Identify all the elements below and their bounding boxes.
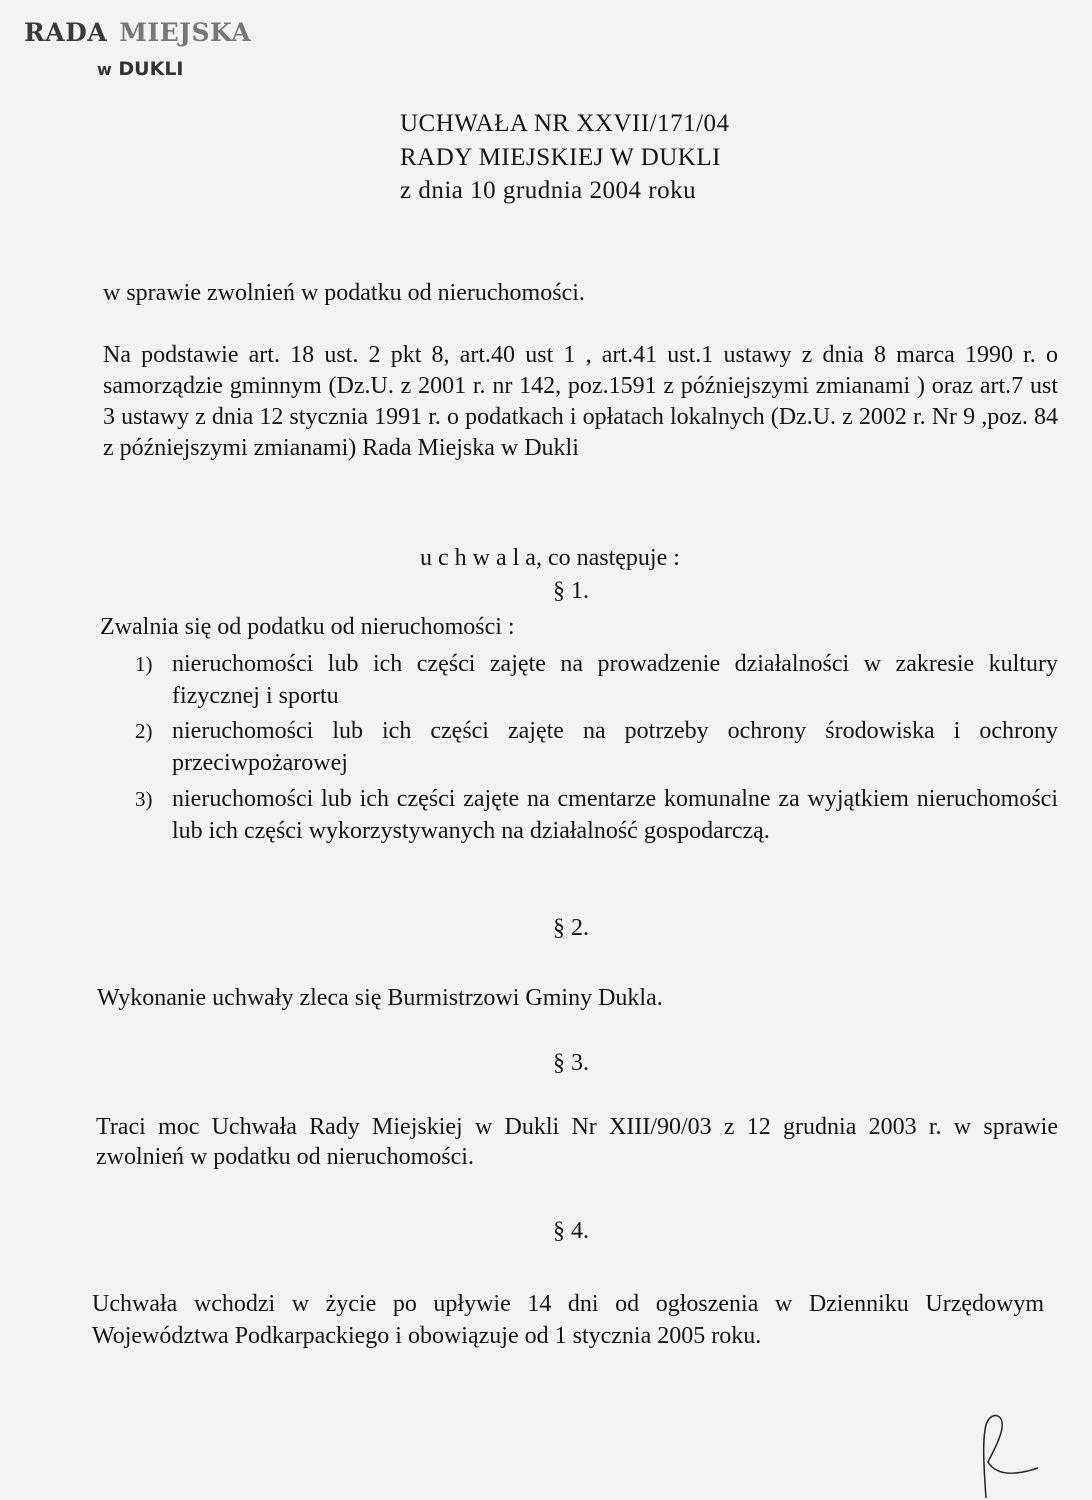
section-2-mark: § 2. (553, 915, 589, 941)
section-1-mark: § 1. (553, 578, 589, 604)
stamp-rada: RADA (24, 18, 108, 47)
council-name: RADY MIEJSKIEJ W DUKLI (400, 144, 721, 171)
section-2-text: Wykonanie uchwały zleca się Burmistrzowi Gminy Dukla. (97, 985, 663, 1011)
signature-initial (980, 1410, 1050, 1500)
section-4-mark: § 4. (553, 1218, 589, 1244)
resolution-title: UCHWAŁA NR XXVII/171/04 (400, 110, 730, 137)
stamp-miejska: MIEJSKA (119, 18, 252, 47)
item-number: 3) (135, 787, 153, 811)
stamp-council-name (24, 18, 251, 47)
list-item (135, 783, 1058, 847)
item-text: nieruchomości lub ich części zajęte na cmentarze komunalne za wyjątkiem nieruchomości lub ich części wykorzystywanych na działalność gospodarczą. (172, 786, 1058, 844)
item-number: 1) (135, 652, 153, 676)
section-1-intro: Zwalnia się od podatku od nieruchomości : (100, 614, 515, 640)
stamp-w: w (97, 60, 112, 79)
subject: w sprawie zwolnień w podatku od nieruchomości. (103, 280, 585, 306)
item-number: 2) (135, 719, 153, 743)
section-3-text: Traci moc Uchwała Rady Miejskiej w Dukli Nr XIII/90/03 z 12 grudnia 2003 r. w sprawie zwolnień w podatku od nieruchomości. (96, 1114, 1058, 1170)
item-text: nieruchomości lub ich części zajęte na prowadzenie działalności w zakresie kultury fizycznej i sportu (172, 651, 1058, 709)
preamble: Na podstawie art. 18 ust. 2 pkt 8, art.40 ust 1 , art.41 ust.1 ustawy z dnia 8 marca 1990 r. o samorządzie gminnym (Dz.U. z 2001 r. nr 142, poz.1591 z późniejszymi zmianami ) oraz art.7 ust 3 ustawy z dnia 12 stycznia 1991 r. o podatkach i opłatach lokalnych (Dz.U. z 2002 r. Nr 9 ,poz. 84 z późniejszymi zmianami) Rada Miejska w Dukli (103, 342, 1058, 461)
stamp-location (97, 58, 184, 80)
resolution-date: z dnia 10 grudnia 2004 roku (400, 177, 697, 204)
resolves-heading: u c h w a l a, co następuje : (420, 545, 680, 571)
item-text: nieruchomości lub ich części zajęte na potrzeby ochrony środowiska i ochrony przeciwpożarowej (172, 718, 1058, 776)
stamp-dukli: DUKLI (118, 58, 184, 80)
section-4-text: Uchwała wchodzi w życie po upływie 14 dni od ogłoszenia w Dzienniku Urzędowym Województwa Podkarpackiego i obowiązuje od 1 stycznia 2005 roku. (92, 1291, 1044, 1349)
section-3-mark: § 3. (553, 1050, 589, 1076)
list-item (135, 715, 1058, 779)
list-item (135, 648, 1058, 712)
